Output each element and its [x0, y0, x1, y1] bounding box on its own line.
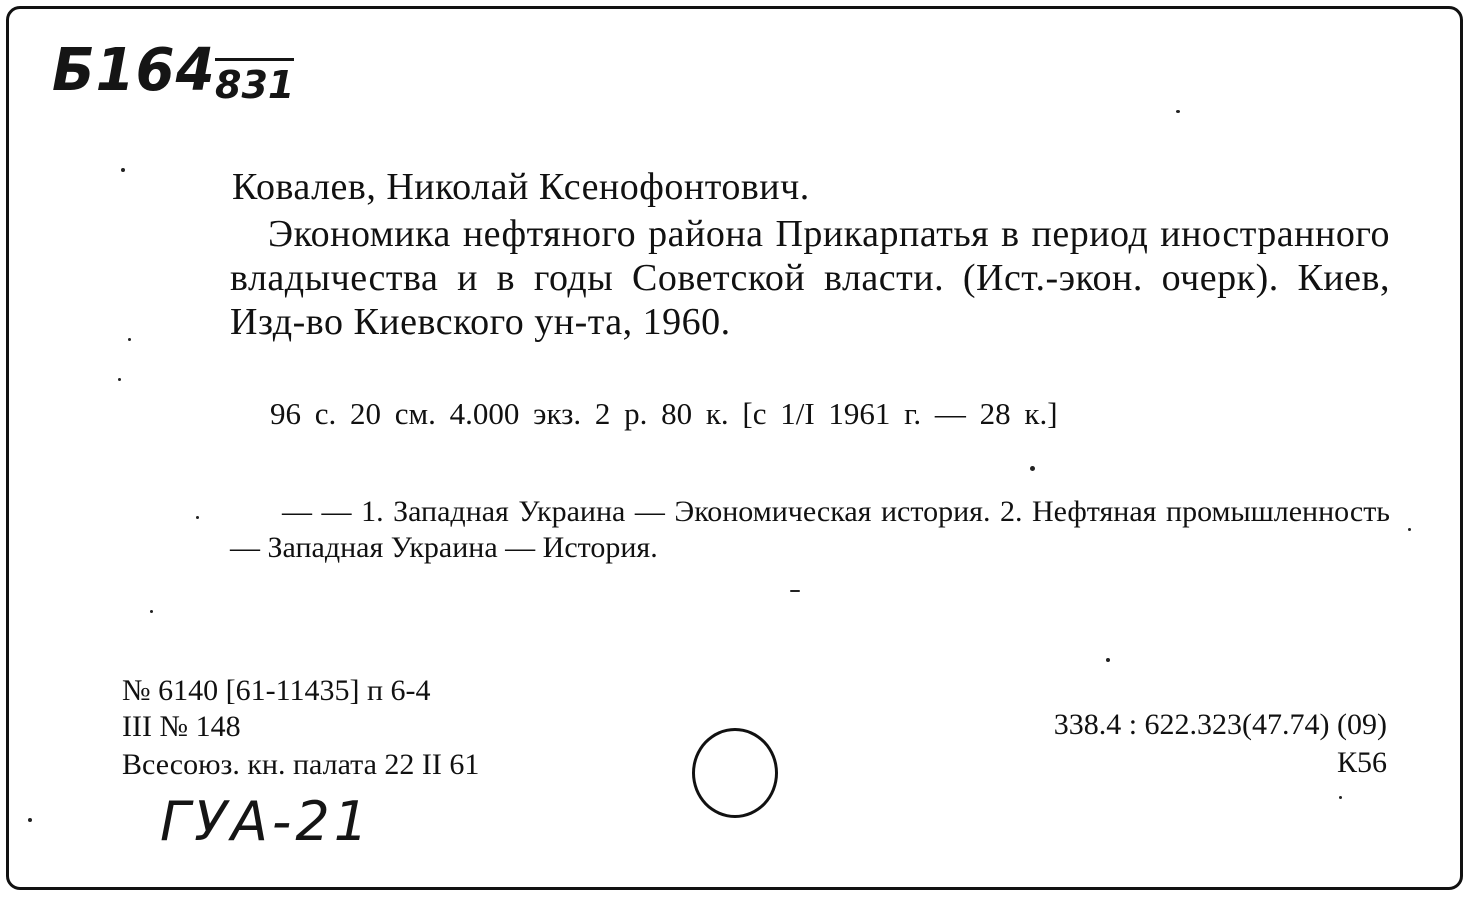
scan-speck [118, 378, 121, 381]
scan-speck [790, 590, 800, 592]
handwritten-shelfmark-sub: 831 [215, 58, 294, 107]
scan-speck [121, 168, 125, 172]
udc-classification: 338.4 : 622.323(47.74) (09) [1053, 708, 1387, 741]
scan-speck [1339, 796, 1342, 799]
physical-description: 96 с. 20 см. 4.000 экз. 2 р. 80 к. [с 1/I 1961 г. — 28 к.] [270, 396, 1058, 431]
title-imprint-block: Экономика нефтяного района Прикарпатья в период иностранного владычества и в годы Советской власти. (Ист.-экон. очерк). Киев, Изд-во Киевского ун-та, 1960. [230, 213, 1390, 343]
scan-speck [196, 516, 199, 519]
book-chamber-line: Всесоюз. кн. палата 22 II 61 [122, 748, 480, 781]
cutter-number: К56 [1336, 746, 1387, 779]
scan-speck [150, 610, 153, 613]
scan-speck [1176, 110, 1180, 113]
scan-speck [28, 818, 32, 822]
scan-speck [1030, 466, 1035, 471]
subject-headings: — — 1. Западная Украина — Экономическая история. 2. Нефтяная промышленность — Западная Украина — История. [230, 495, 1390, 564]
card-hole-circle [692, 728, 778, 818]
card-number-line: № 6140 [61-11435] п 6-4 [122, 674, 431, 707]
card-series-line: III № 148 [122, 710, 241, 743]
author-heading: Ковалев, Николай Ксенофонтович. [232, 166, 810, 208]
scan-speck [128, 338, 131, 341]
handwritten-bottom-mark: ГУА-21 [160, 790, 373, 853]
scan-speck [1106, 658, 1110, 662]
scan-speck [1408, 528, 1411, 531]
handwritten-shelfmark: Б164 [52, 36, 216, 105]
